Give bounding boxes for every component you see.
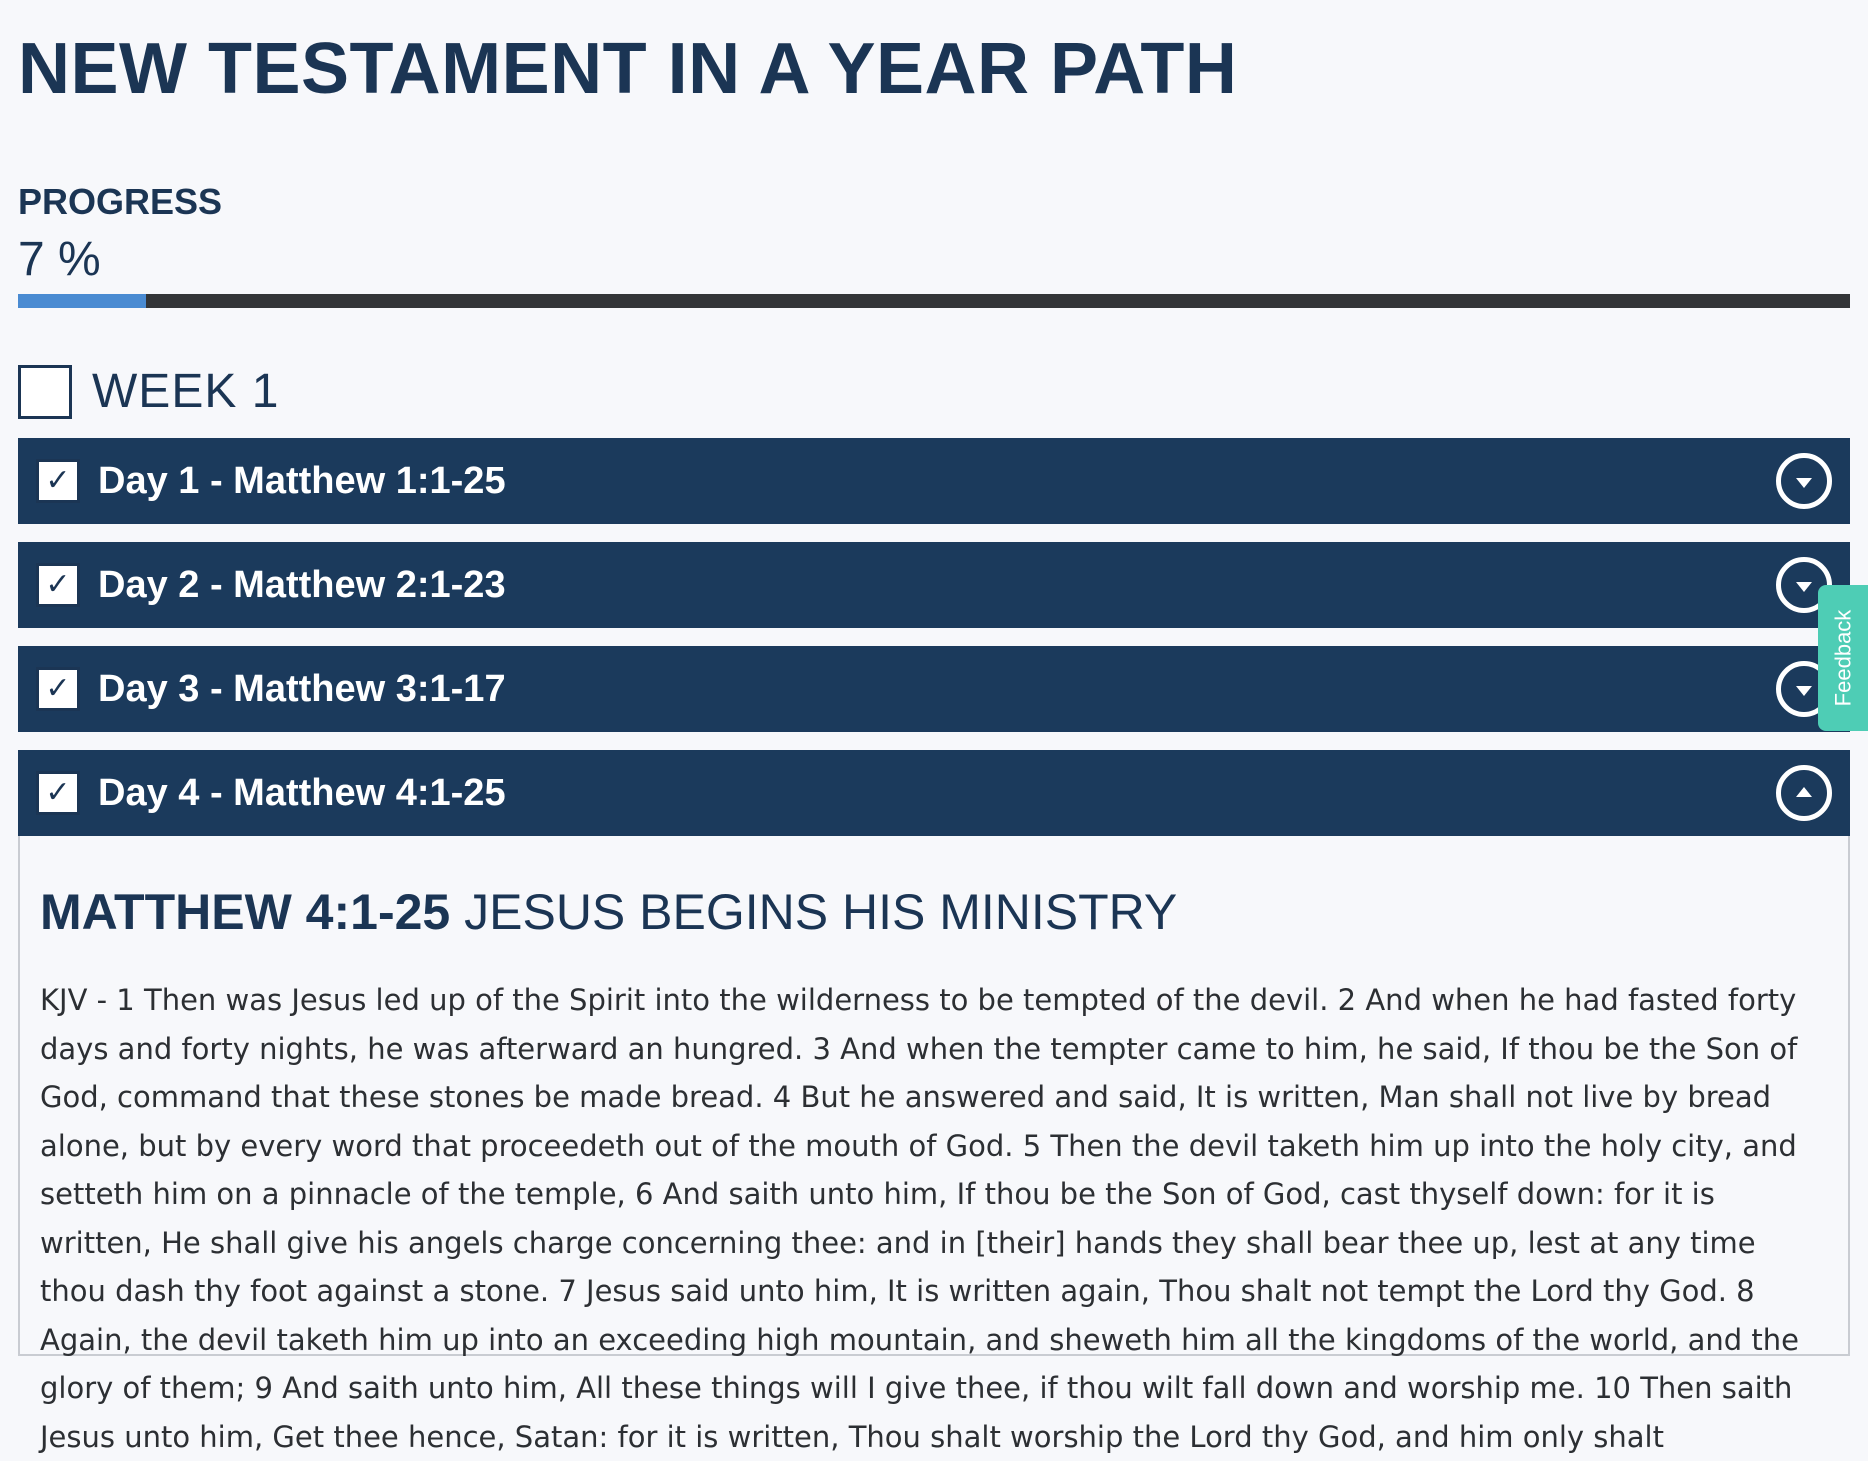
week-checkbox[interactable] xyxy=(18,365,72,419)
day-header[interactable] xyxy=(18,646,1850,732)
chevron-up-icon xyxy=(1796,787,1812,797)
page-title: NEW TESTAMENT IN A YEAR PATH xyxy=(18,29,1238,109)
collapse-toggle-button[interactable] xyxy=(1776,765,1832,821)
chevron-down-icon xyxy=(1796,686,1812,696)
progress-bar xyxy=(18,294,1850,308)
progress-percent-text: 7 % xyxy=(18,233,101,286)
week-header xyxy=(18,362,1850,422)
passage-text: KJV - 1 Then was Jesus led up of the Spirit into the wilderness to be tempted of the devil. 2 And when he had fasted forty days and forty nights, he was afterward an hungred. 3 And when the tempter came to him, he said, If thou be the Son of God, command that these stones be made bread. 4 But he answered and said, It is written, Man shall not live by bread alone, but by every word that proceedeth out of the mouth of God. 5 Then the devil taketh him up into the holy city, and setteth him on a pinnacle of the temple, 6 And saith unto him, If thou be the Son of God, cast thyself down: for it is written, He shall give his angels charge concerning thee: and in [their] hands they shall bear thee up, lest at any time thou dash thy foot against a stone. 7 Jesus said unto him, It is written again, Thou shalt not tempt the Lord thy God. 8 Again, the devil taketh him up into an exceeding high mountain, and sheweth him all the kingdoms of the world, and the glory of them; 9 And saith unto him, All these things will I give thee, if thou wilt fall down and worship me. 10 Then saith Jesus unto him, Get thee hence, Satan: for it is written, Thou shalt worship the Lord thy God, and him only shalt xyxy=(40,983,1799,1454)
day-item xyxy=(18,438,1850,524)
passage-heading xyxy=(40,882,1828,942)
checkmark-icon: ✓ xyxy=(45,463,71,498)
day-item xyxy=(18,542,1850,628)
day-checkbox[interactable] xyxy=(36,771,80,815)
day-header[interactable] xyxy=(18,750,1850,836)
progress-bar-fill xyxy=(18,294,146,308)
checkmark-icon: ✓ xyxy=(45,567,71,602)
passage-reference: MATTHEW 4:1-25 xyxy=(40,884,451,940)
week-label: WEEK 1 xyxy=(92,365,280,418)
day-header[interactable] xyxy=(18,438,1850,524)
day-header[interactable] xyxy=(18,542,1850,628)
checkmark-icon: ✓ xyxy=(45,775,71,810)
feedback-label: Feedback xyxy=(1830,609,1855,707)
chevron-down-icon xyxy=(1796,582,1812,592)
day-item-expanded xyxy=(18,750,1850,1454)
day-checkbox[interactable] xyxy=(36,563,80,607)
day-checkbox[interactable] xyxy=(36,459,80,503)
day-list xyxy=(18,438,1850,1454)
day-title: Day 1 - Matthew 1:1-25 xyxy=(98,460,506,502)
feedback-button[interactable] xyxy=(1818,585,1868,731)
chevron-down-icon xyxy=(1796,478,1812,488)
expand-toggle-button[interactable] xyxy=(1776,453,1832,509)
day-title: Day 2 - Matthew 2:1-23 xyxy=(98,564,506,606)
day-checkbox[interactable] xyxy=(36,667,80,711)
day-title: Day 3 - Matthew 3:1-17 xyxy=(98,668,506,710)
day-content-panel xyxy=(18,836,1850,1454)
passage-subtitle: JESUS BEGINS HIS MINISTRY xyxy=(464,884,1178,940)
day-title: Day 4 - Matthew 4:1-25 xyxy=(98,772,506,814)
day-item xyxy=(18,646,1850,732)
checkmark-icon: ✓ xyxy=(45,671,71,706)
progress-label: PROGRESS xyxy=(18,181,223,222)
